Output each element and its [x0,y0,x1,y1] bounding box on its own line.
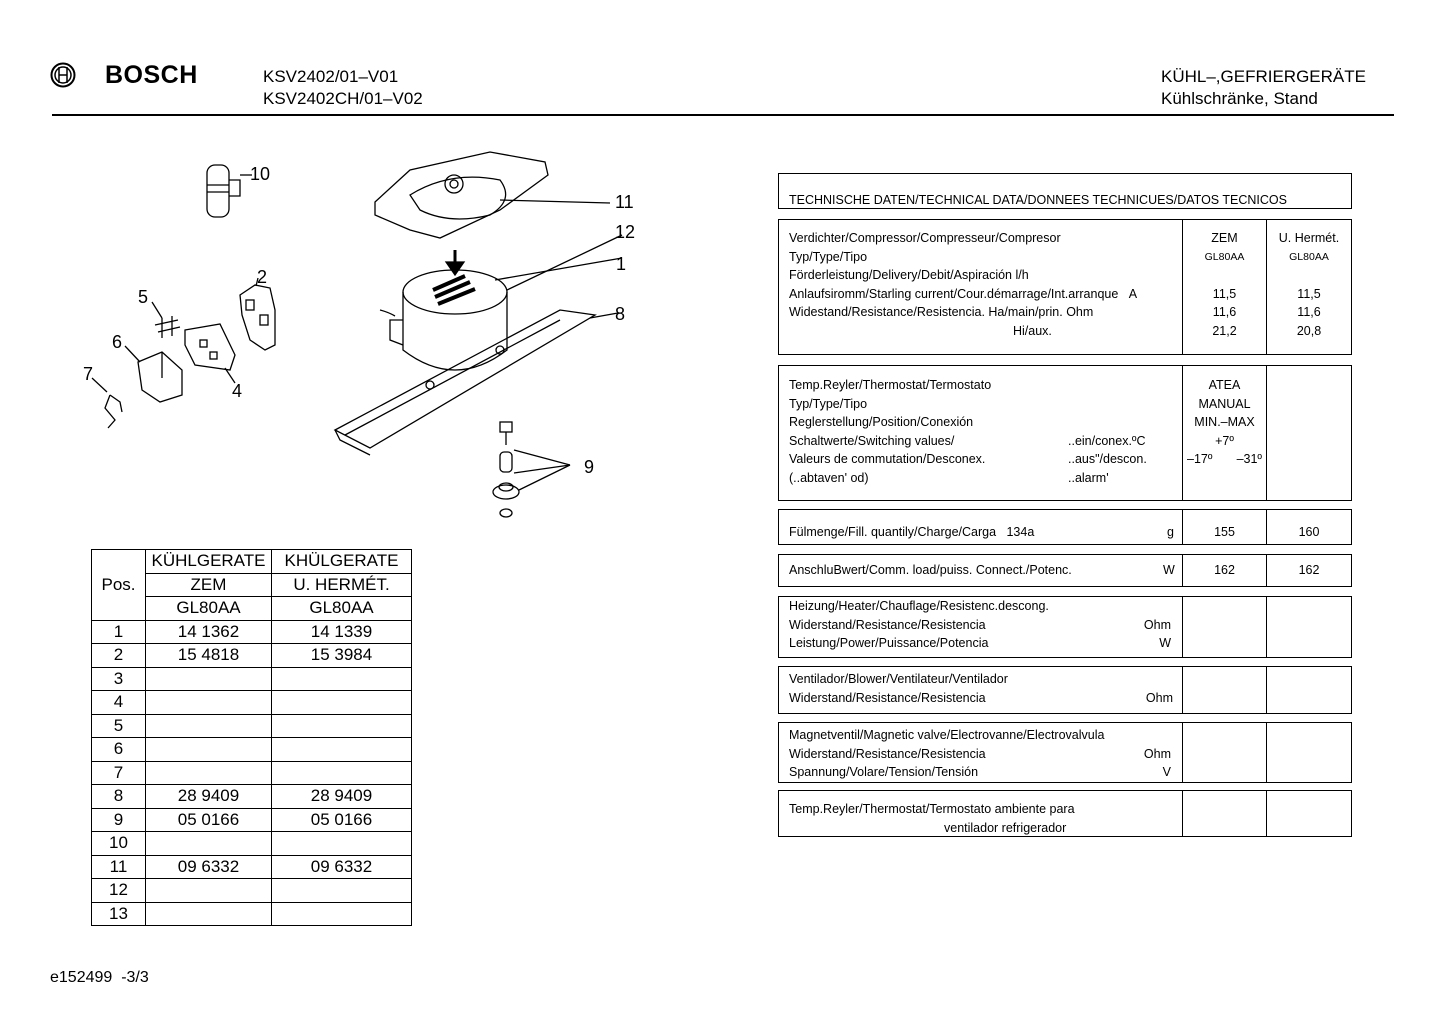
callout-12: 12 [615,222,636,242]
col2-header-1: KHÜLGERATE [272,550,412,574]
thermostat-type-label: Typ/Type/Tipo [789,396,868,411]
grommet-part-9 [493,422,570,517]
tech-title-box [778,173,1352,209]
col1-header-3: GL80AA [146,597,272,621]
table-row: 4 [92,691,412,715]
heater-label: Heizung/Heater/Chauflage/Resistenc.descong. [789,599,1049,613]
blower-resistance-row: Widerstand/Resistance/Resistencia Ohm [789,690,1173,705]
model-line-2: KSV2402CH/01–V02 [263,89,423,108]
load-label: AnschluBwert/Comm. load/puiss. Connect./Potenc. [789,563,1072,577]
aus-label: ..aus"/descon. [1068,452,1147,466]
table-row: 13 [92,902,412,926]
comp-col1-1: GL80AA [1204,250,1245,263]
resistance-aux-label: Hi/aux. [1013,323,1052,338]
comp-col1-3: 11,5 [1212,286,1237,301]
thermostat-label: Temp.Reyler/Thermostat/Termostato [789,378,992,392]
table-row: 3 [92,667,412,691]
exploded-parts-diagram [70,140,670,530]
heater-block [778,596,1352,658]
table-row: 7 [92,761,412,785]
resistance-main-label: Widestand/Resistance/Resistencia. Ha/main/prin. Ohm [789,305,1094,319]
cover-part-11 [375,152,610,238]
callout-2: 2 [257,267,268,287]
table-row: 11 09 6332 09 6332 [92,855,412,879]
fill-unit: g [1167,525,1174,539]
fill-col2: 160 [1298,525,1320,539]
comp-col2-0: U. Hermét. [1278,231,1340,245]
table-row: 9 05 0166 05 0166 [92,808,412,832]
fill-label: Fülmenge/Fill. quantily/Charge/Carga 134a [789,525,1035,539]
comp-col2-3: 11,5 [1297,286,1321,301]
comp-col1-4: 11,6 [1212,305,1237,319]
model-line-1: KSV2402/01–V01 [263,67,399,86]
parts-table [91,549,412,926]
bracket-part-7 [92,378,122,428]
callout-5: 5 [138,287,149,307]
comp-col2-2 [1267,266,1351,285]
thermo-col1-1: MANUAL [1198,396,1251,411]
cap-part-6 [125,346,182,402]
callout-9: 9 [584,457,595,477]
compressor-part-1 [380,235,622,370]
unit-a: A [1128,286,1138,301]
heater-power-row: Leistung/Power/Puissance/Potencia W [789,636,1171,650]
table-row: 12 [92,879,412,903]
abtaven-label: (..abtaven' od) [789,470,869,485]
category-line-1: KÜHL–,GEFRIERGERÄTE [1161,67,1366,86]
comp-col2-1: GL80AA [1289,250,1329,263]
table-row: 5 [92,714,412,738]
valve-block [778,722,1352,783]
compressor-label: Verdichter/Compressor/Compresseur/Compresor [789,231,1061,245]
ein-label: ..ein/conex.ºC [1068,433,1146,448]
load-block [778,554,1352,587]
comp-col2-5: 20,8 [1296,323,1322,338]
category-line-2: Kühlschränke, Stand [1161,89,1318,108]
starting-current-label: Anlaufsiromm/Starling current/Cour.démarrage/Int.arranque A [789,286,1138,301]
col2-header-2: U. HERMÉT. [272,573,412,597]
callout-6: 6 [112,332,123,352]
header-rule [52,114,1394,116]
fill-block [778,509,1352,545]
callout-8: 8 [615,304,626,324]
thermo-col1-0: ATEA [1208,378,1241,392]
compressor-block [778,219,1352,355]
thermo-off-range: –17º –31º [1187,452,1262,466]
table-row: 1 14 1362 14 1339 [92,620,412,644]
brand-name: BOSCH [105,61,198,89]
callout-10: 10 [250,164,271,184]
type-label: Typ/Type/Tipo [789,249,868,264]
table-row: 6 [92,738,412,762]
callout-7: 7 [83,364,94,384]
base-rail-part-8 [335,310,618,455]
table-row: 8 28 9409 28 9409 [92,785,412,809]
callout-11: 11 [615,192,634,212]
comp-col1-2 [1183,266,1266,285]
blower-label: Ventilador/Blower/Ventilateur/Ventilador [789,672,1008,686]
callout-4: 4 [232,381,243,401]
callout-1: 1 [616,254,627,274]
valve-label: Magnetventil/Magnetic valve/Electrovanne/Electrovalvula [789,728,1105,742]
ambient-block [778,790,1352,837]
switching-values-label: Schaltwerte/Switching values/ [789,433,955,448]
clip-part-5 [152,302,180,338]
col1-header-2: ZEM [146,573,272,597]
capacitor-part-10 [207,165,252,217]
table-row: 10 [92,832,412,856]
thermostat-block [778,365,1352,501]
valve-voltage-row: Spannung/Volare/Tension/Tensión V [789,765,1171,779]
heater-resistance-row: Widerstand/Resistance/Resistencia Ohm [789,617,1171,632]
relay-part-2 [240,278,275,350]
load-unit: W [1163,563,1175,577]
table-row: 2 15 4818 15 3984 [92,644,412,668]
comp-col1-0: ZEM [1211,231,1238,245]
bosch-logo-icon [50,62,76,88]
pos-header: Pos. [92,550,146,621]
alarm-label: ..alarm' [1068,470,1109,485]
ambient-label-2: ventilador refrigerador [944,820,1067,835]
load-col1: 162 [1214,563,1235,577]
delivery-label: Förderleistung/Delivery/Debit/Aspiración l/h [789,268,1029,282]
overload-part-4 [185,324,235,383]
valve-resistance-row: Widerstand/Resistance/Resistencia Ohm [789,746,1171,761]
comp-col2-4: 11,6 [1297,305,1321,319]
footer-doc-id: e152499 -3/3 [50,969,149,986]
ambient-label: Temp.Reyler/Thermostat/Termostato ambiente para [789,802,1075,816]
fill-col1: 155 [1214,525,1235,539]
load-col2: 162 [1298,563,1320,577]
thermo-col1-2: MIN.–MAX [1194,415,1255,429]
blower-block [778,666,1352,714]
col1-header-1: KÜHLGERATE [146,550,272,574]
comp-col1-5: 21,2 [1212,323,1237,338]
thermo-col1-3: +7º [1215,433,1234,448]
commutation-label: Valeurs de commutation/Desconex. [789,452,986,466]
tech-title: TECHNISCHE DATEN/TECHNICAL DATA/DONNEES TECHNICUES/DATOS TECNICOS [789,193,1287,207]
position-label: Reglerstellung/Position/Conexión [789,415,974,429]
col2-header-3: GL80AA [272,597,412,621]
